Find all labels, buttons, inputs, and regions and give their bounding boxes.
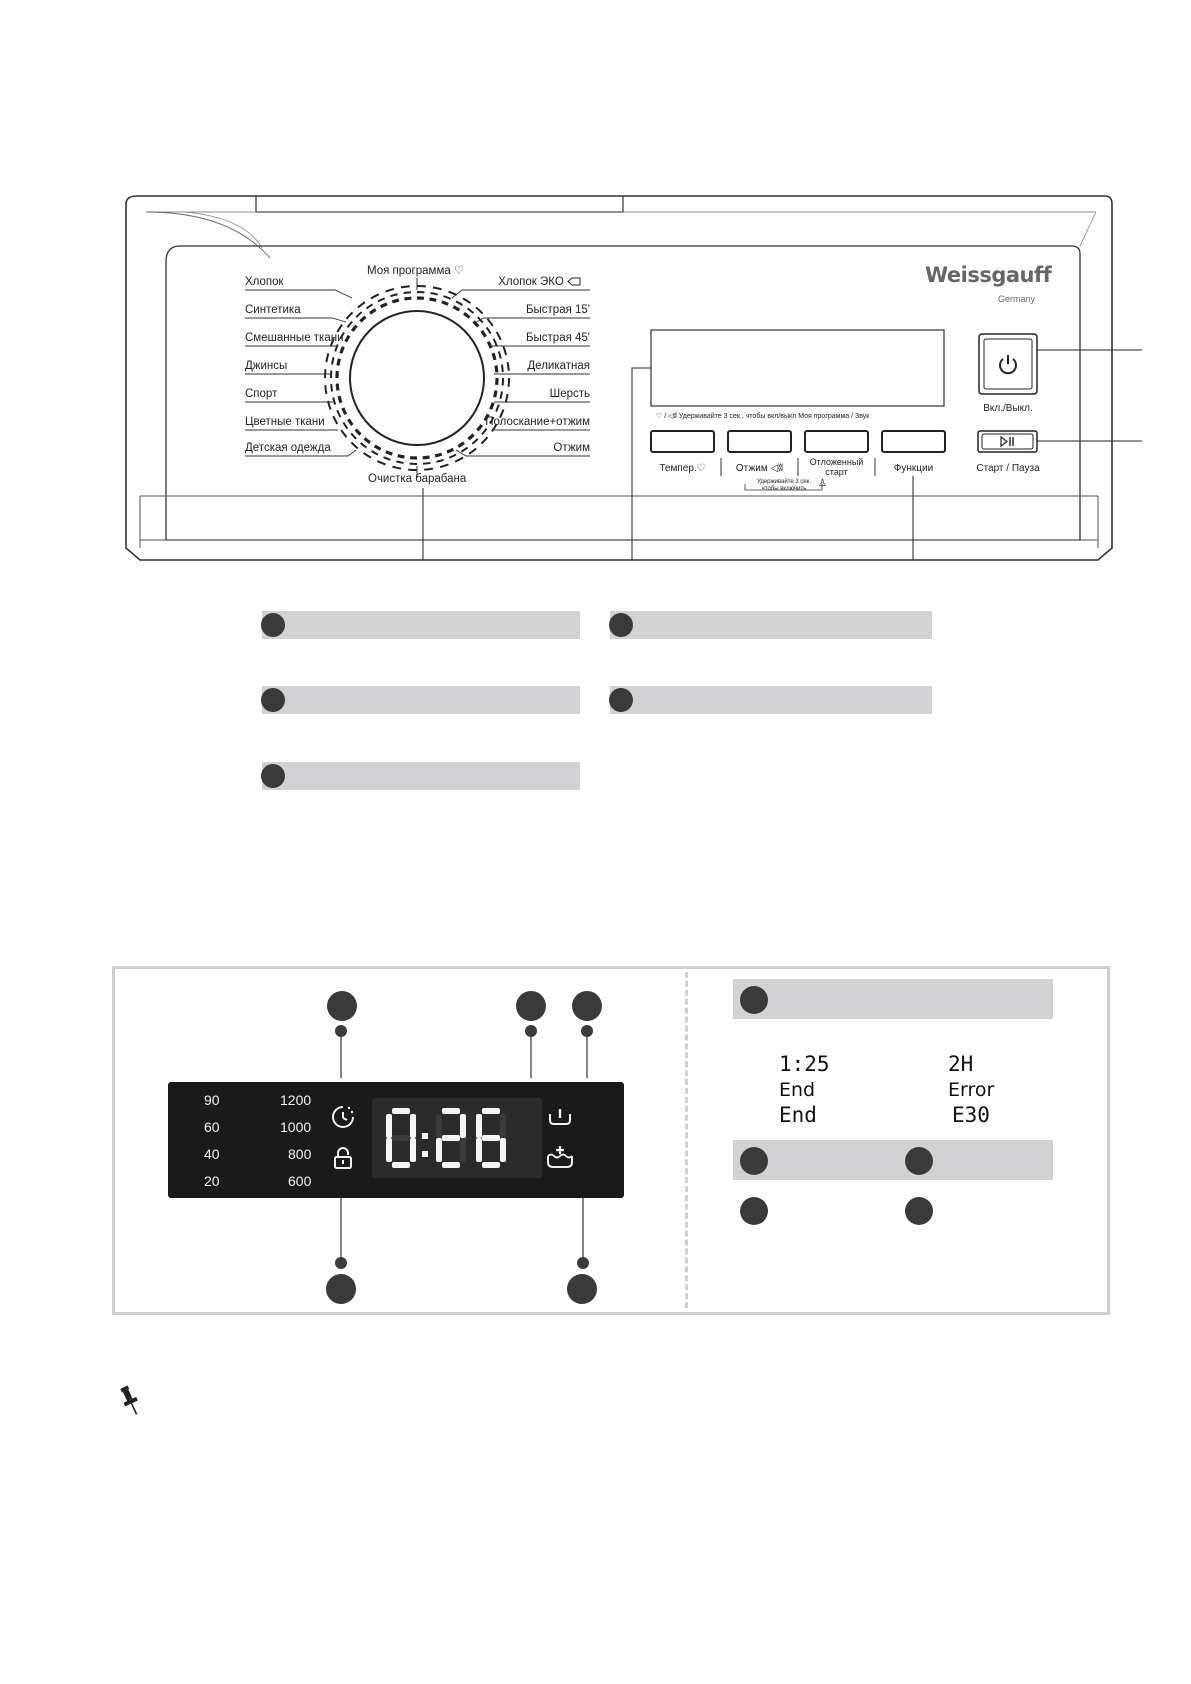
pushpin-icon [117, 1384, 141, 1423]
speed-600: 600 [288, 1173, 312, 1189]
temp-40: 40 [204, 1146, 220, 1162]
seg2-seg: E30 [952, 1103, 990, 1127]
segment [500, 1114, 506, 1138]
spin-button-label[interactable]: Отжим ◁ʬ [735, 463, 784, 474]
program-left-2: Синтетика [245, 304, 301, 316]
callout-lock [326, 1274, 356, 1304]
program-left-3: Смешанные ткани [245, 332, 344, 344]
info-marker-4 [740, 1197, 768, 1225]
heart-sound-icon: ♡ / ◁ʬ [656, 413, 677, 420]
program-right-5: Шерсть [549, 388, 590, 400]
segment [442, 1162, 460, 1168]
segment [410, 1138, 416, 1162]
seg2-value: 2H [948, 1052, 974, 1076]
program-left-6: Цветные ткани [245, 416, 325, 428]
segment [392, 1108, 410, 1114]
info-bar-2 [733, 1140, 1053, 1180]
temp-90: 90 [204, 1092, 220, 1108]
segment [500, 1138, 506, 1162]
program-right-3: Быстрая 45' [525, 332, 590, 344]
prewash-icon [547, 1106, 573, 1128]
brand-sub: Germany [998, 294, 1036, 304]
program-right-6: Полоскание+отжим [485, 416, 590, 428]
segment [436, 1138, 442, 1162]
program-right-4: Деликатная [527, 360, 590, 372]
led-display [168, 1082, 624, 1198]
seg2-text: Error [948, 1079, 995, 1101]
functions-button-label[interactable]: Функции [893, 463, 934, 474]
dial-top-label: Моя программа ♡ [367, 265, 465, 277]
info-marker-1 [740, 986, 768, 1014]
colon [422, 1151, 428, 1157]
sound-icon: ◁ʬ [770, 463, 784, 474]
extra-rinse-icon [545, 1144, 575, 1170]
speed-1200: 1200 [280, 1092, 312, 1108]
time-window [372, 1098, 542, 1178]
segment [392, 1135, 410, 1141]
segment [482, 1135, 500, 1141]
callout-time-display [516, 991, 546, 1021]
callout-extra-rinse [567, 1274, 597, 1304]
hold-hint: ♡ / ◁ʬ Удерживайте 3 сек., чтобы вкл/выкл Моя программа / Звук [656, 413, 870, 420]
segment [460, 1114, 466, 1138]
dial-bottom-label: Очистка барабана [368, 473, 467, 485]
segment [482, 1108, 500, 1114]
temp-20: 20 [204, 1173, 220, 1189]
segment [442, 1135, 460, 1141]
callout-timer [327, 991, 357, 1021]
seg1-value: 1:25 [779, 1052, 830, 1076]
info-bar-1 [733, 979, 1053, 1019]
timer-icon [330, 1104, 356, 1130]
time-value [168, 1082, 169, 1083]
brand-logo: Weissgauff [925, 263, 1052, 287]
segment [436, 1114, 442, 1138]
program-left-5: Спорт [245, 388, 278, 400]
power-label: Вкл./Выкл. [983, 403, 1033, 414]
segment [392, 1162, 410, 1168]
segment [410, 1114, 416, 1138]
segment [386, 1138, 392, 1162]
delay-button-label[interactable]: Отложенный старт [809, 457, 864, 477]
start-label: Старт / Пауза [976, 463, 1040, 474]
lock-hint: Удерживайте 3 сек. чтобы включить [756, 479, 811, 492]
info-marker-2 [740, 1147, 768, 1175]
program-right-7: Отжим [553, 442, 590, 454]
callout-prewash [572, 991, 602, 1021]
colon [422, 1133, 428, 1139]
program-left-4: Джинсы [245, 360, 288, 372]
speed-1000: 1000 [280, 1119, 312, 1135]
lock-icon [333, 1146, 353, 1170]
info-marker-3 [905, 1147, 933, 1175]
segment [482, 1162, 500, 1168]
heart-icon: ♡ [696, 463, 706, 474]
segment [476, 1138, 482, 1162]
child-lock-icon: ♙ [818, 478, 827, 489]
info-marker-5 [905, 1197, 933, 1225]
program-right-1: Хлопок ЭКО [498, 276, 581, 288]
program-right-2: Быстрая 15' [525, 304, 590, 316]
segment [442, 1108, 460, 1114]
program-left-7: Детская одежда [245, 442, 331, 454]
speed-800: 800 [288, 1146, 312, 1162]
temp-60: 60 [204, 1119, 220, 1135]
segment [386, 1114, 392, 1138]
segment [476, 1114, 482, 1138]
seg1-seg: End [779, 1103, 817, 1127]
seg1-text: End [779, 1079, 816, 1101]
segment [460, 1138, 466, 1162]
temp-button-label[interactable]: Темпер.♡ [659, 463, 706, 474]
program-left-1: Хлопок [245, 276, 284, 288]
time-digits [372, 1098, 542, 1178]
